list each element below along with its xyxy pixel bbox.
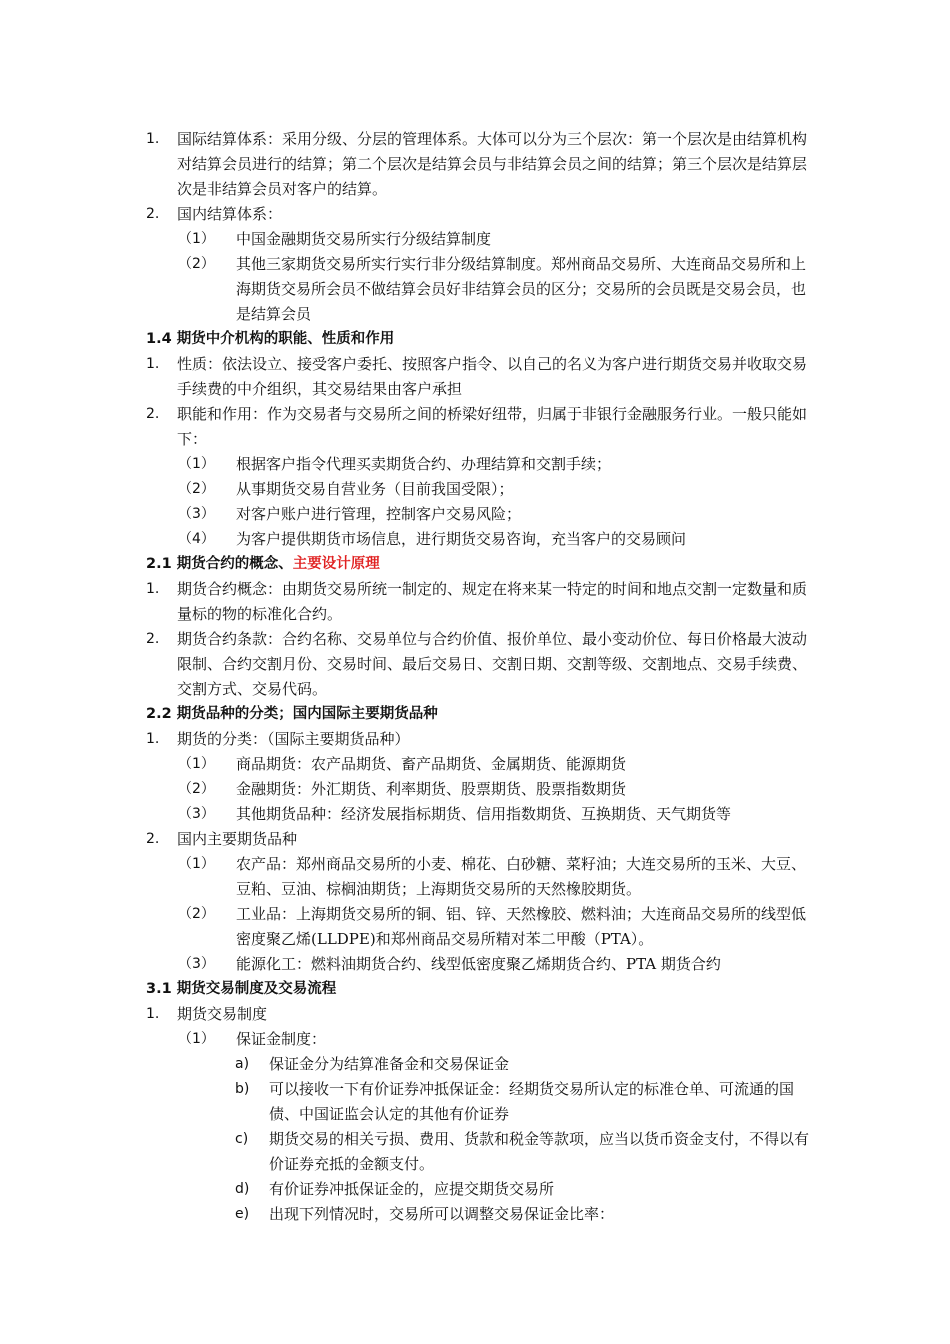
list-marker: （1） <box>178 756 215 772</box>
list-item-text: 出现下列情况时，交易所可以调整交易保证金比率： <box>269 1205 615 1223</box>
section-heading <box>0 702 950 727</box>
list-item-text: 其他三家期货交易所实行实行非分级结算制度。郑州商品交易所、大连商品交易所和上海期货交易所会员不做结算会员好非结算会员的区分；交易所的会员既是交易会员，也是结算会员 <box>236 255 807 323</box>
list-item-text: 期货合约条款：合约名称、交易单位与合约价值、报价单位、最小变动价位、每日价格最大波动限制、合约交割月份、交易时间、最后交易日、交割日期、交割等级、交割地点、交易手续费、交割方式、交易代码。 <box>177 630 808 698</box>
list-marker: （3） <box>178 956 215 972</box>
list-marker: 1. <box>146 131 160 147</box>
list-item-text: 保证金分为结算准备金和交易保证金 <box>269 1055 510 1073</box>
list-item-level-2 <box>0 252 950 327</box>
list-item-level-1 <box>0 352 950 402</box>
list-item-text: 工业品：上海期货交易所的铜、铝、锌、天然橡胶、燃料油；大连商品交易所的线型低密度聚乙烯(LLDPE)和郑州商品交易所精对苯二甲酸（PTA）。 <box>236 905 807 948</box>
list-item-text: 国际结算体系：采用分级、分层的管理体系。大体可以分为三个层次：第一个层次是由结算机构对结算会员进行的结算；第二个层次是结算会员与非结算会员之间的结算；第三个层次是结算层次是非结算会员对客户的结算。 <box>177 130 808 198</box>
list-item-text: 国内结算体系： <box>177 205 283 223</box>
list-item-level-2 <box>0 1027 950 1052</box>
list-marker: 2. <box>146 406 160 422</box>
list-marker: 1. <box>146 731 160 747</box>
list-marker: （2） <box>178 256 215 272</box>
list-item-text: 为客户提供期货市场信息，进行期货交易咨询，充当客户的交易顾问 <box>236 530 687 548</box>
list-item-level-1 <box>0 202 950 227</box>
list-item-level-2 <box>0 452 950 477</box>
section-heading <box>0 977 950 1002</box>
list-marker: 2. <box>146 631 160 647</box>
list-item-level-1 <box>0 577 950 627</box>
list-item-text: 职能和作用：作为交易者与交易所之间的桥梁好纽带，归属于非银行金融服务行业。一般只能如下： <box>177 405 808 448</box>
list-marker: （2） <box>178 481 215 497</box>
list-item-level-3 <box>0 1077 950 1127</box>
list-item-text: 对客户账户进行管理，控制客户交易风险； <box>236 505 522 523</box>
list-item-level-2 <box>0 802 950 827</box>
list-item-level-1 <box>0 1002 950 1027</box>
list-item-text: 商品期货：农产品期货、畜产品期货、金属期货、能源期货 <box>236 755 627 773</box>
list-marker: 1. <box>146 581 160 597</box>
list-item-level-3 <box>0 1127 950 1177</box>
list-item-level-2 <box>0 777 950 802</box>
list-marker: （1） <box>178 231 215 247</box>
list-item-level-2 <box>0 852 950 902</box>
list-item-level-2 <box>0 502 950 527</box>
list-item-text: 可以接收一下有价证券冲抵保证金：经期货交易所认定的标准仓单、可流通的国债、中国证监会认定的其他有价证券 <box>269 1080 795 1123</box>
list-item-level-1 <box>0 402 950 452</box>
list-item-level-2 <box>0 752 950 777</box>
list-marker: （2） <box>178 906 215 922</box>
list-marker: e) <box>235 1206 250 1222</box>
list-item-text: 金融期货：外汇期货、利率期货、股票期货、股票指数期货 <box>236 780 627 798</box>
list-marker: （4） <box>178 531 215 547</box>
list-item-level-1 <box>0 727 950 752</box>
list-marker: （1） <box>178 856 215 872</box>
list-item-text: 期货合约概念：由期货交易所统一制定的、规定在将来某一特定的时间和地点交割一定数量和质量标的物的标准化合约。 <box>177 580 808 623</box>
section-heading <box>0 552 950 577</box>
list-item-text: 其他期货品种：经济发展指标期货、信用指数期货、互换期货、天气期货等 <box>236 805 732 823</box>
list-item-text: 从事期货交易自营业务（目前我国受限）； <box>236 480 514 498</box>
list-marker: c) <box>235 1131 249 1147</box>
list-item-text: 期货的分类：（国际主要期货品种） <box>177 730 410 748</box>
section-heading-highlight: 主要设计原理 <box>292 556 380 572</box>
list-item-level-3 <box>0 1202 950 1227</box>
list-item-text: 能源化工：燃料油期货合约、线型低密度聚乙烯期货合约、PTA 期货合约 <box>236 955 721 973</box>
section-heading-text: 1.4 期货中介机构的职能、性质和作用 <box>146 331 395 347</box>
list-item-text: 有价证券冲抵保证金的，应提交期货交易所 <box>269 1180 555 1198</box>
list-item-level-3 <box>0 1052 950 1077</box>
list-item-level-2 <box>0 902 950 952</box>
list-marker: （3） <box>178 806 215 822</box>
section-heading-text: 2.2 期货品种的分类；国内国际主要期货品种 <box>146 706 438 722</box>
list-marker: （3） <box>178 506 215 522</box>
list-marker: 1. <box>146 356 160 372</box>
list-item-text: 中国金融期货交易所实行分级结算制度 <box>236 230 492 248</box>
list-item-text: 根据客户指令代理买卖期货合约、办理结算和交割手续； <box>236 455 612 473</box>
list-marker: b) <box>235 1081 250 1097</box>
list-marker: 2. <box>146 206 160 222</box>
list-item-level-1 <box>0 627 950 702</box>
list-marker: （1） <box>178 456 215 472</box>
list-item-level-2 <box>0 227 950 252</box>
list-item-text: 保证金制度： <box>236 1030 327 1048</box>
list-item-level-1 <box>0 827 950 852</box>
list-marker: （1） <box>178 1031 215 1047</box>
section-heading-text: 2.1 期货合约的概念、 <box>146 556 293 572</box>
list-marker: 1. <box>146 1006 160 1022</box>
list-item-text: 期货交易的相关亏损、费用、货款和税金等款项，应当以货币资金支付，不得以有价证券充抵的金额支付。 <box>269 1130 810 1173</box>
list-item-text: 期货交易制度 <box>177 1005 268 1023</box>
section-heading <box>0 327 950 352</box>
document-body <box>0 127 950 1227</box>
list-item-level-2 <box>0 527 950 552</box>
list-marker: 2. <box>146 831 160 847</box>
list-item-level-2 <box>0 952 950 977</box>
list-item-text: 农产品：郑州商品交易所的小麦、棉花、白砂糖、菜籽油；大连交易所的玉米、大豆、豆粕、豆油、棕榈油期货；上海期货交易所的天然橡胶期货。 <box>236 855 807 898</box>
list-marker: d) <box>235 1181 250 1197</box>
list-item-level-2 <box>0 477 950 502</box>
list-item-level-1 <box>0 127 950 202</box>
section-heading-text: 3.1 期货交易制度及交易流程 <box>146 981 337 997</box>
list-item-level-3 <box>0 1177 950 1202</box>
list-marker: a) <box>235 1056 250 1072</box>
list-item-text: 国内主要期货品种 <box>177 830 298 848</box>
list-marker: （2） <box>178 781 215 797</box>
list-item-text: 性质：依法设立、接受客户委托、按照客户指令、以自己的名义为客户进行期货交易并收取交易手续费的中介组织，其交易结果由客户承担 <box>177 355 808 398</box>
